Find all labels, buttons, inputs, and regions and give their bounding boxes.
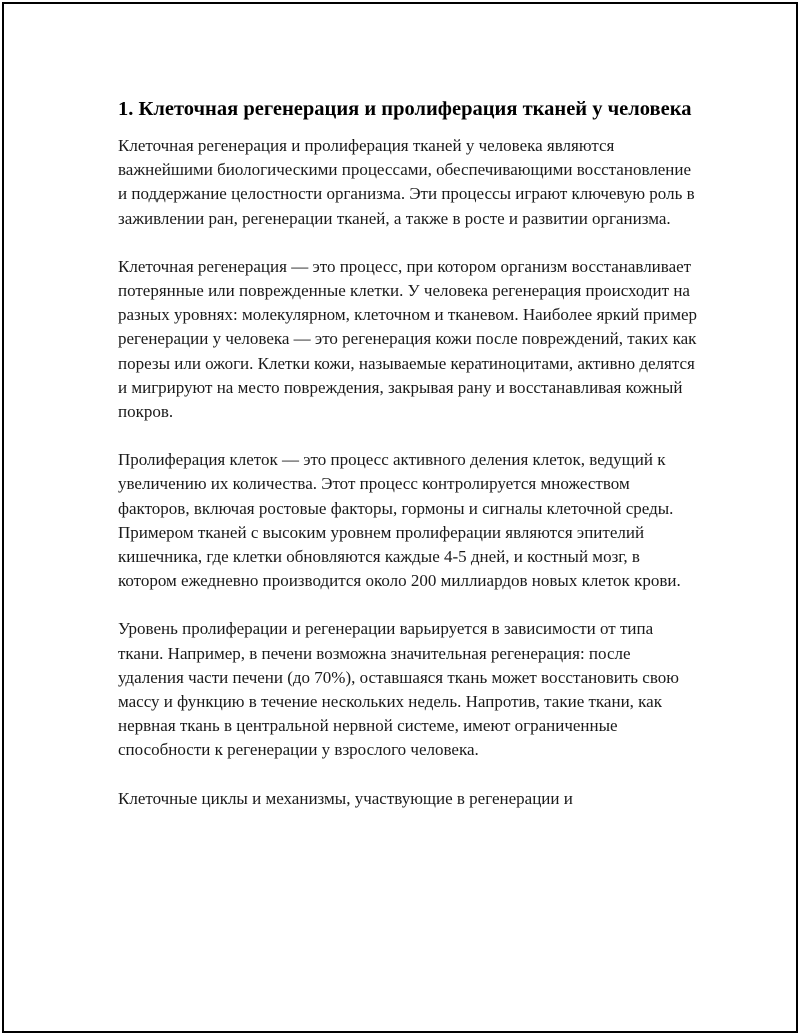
document-body [118,95,698,835]
paragraph-regeneration: Клеточная регенерация — это процесс, при котором организм восстанавливает потерянные или поврежденные клетки. У человека регенерация происходит на разных уровнях: молекулярном, клеточном и тканевом. Наиболее яркий пример регенерации у человека — это регенерация кожи после повреждений, таких как порезы или ожоги. Клетки кожи, называемые кератиноцитами, активно делятся и мигрируют на место повреждения, закрывая рану и восстанавливая кожный покров. [118,256,698,422]
paragraph-tissue-variation: Уровень пролиферации и регенерации варьируется в зависимости от типа ткани. Например, в печени возможна значительная регенерация: после удаления части печени (до 70%), оставшаяся ткань может восстановить свою массу и функцию в течение нескольких недель. Напротив, такие ткани, как нервная ткань в центральной нервной системе, имеют ограниченные способности к регенерации у взрослого человека. [118,619,679,760]
section-heading: 1. Клеточная регенерация и пролиферация тканей у человека [118,98,692,120]
paragraph-cell-cycles: Клеточные циклы и механизмы, участвующие в регенерации и [118,788,573,808]
paragraph-intro: Клеточная регенерация и пролиферация тканей у человека являются важнейшими биологическими процессами, обеспечивающими восстановление и поддержание целостности организма. Эти процессы играют ключевую роль в заживлении ран, регенерации тканей, а также в росте и развитии организма. [118,136,695,228]
paragraph-proliferation: Пролиферация клеток — это процесс активного деления клеток, ведущий к увеличению их количества. Этот процесс контролируется множеством факторов, включая ростовые факторы, гормоны и сигналы клеточной среды. Примером тканей с высоким уровнем пролиферации являются эпителий кишечника, где клетки обновляются каждые 4-5 дней, и костный мозг, в котором ежедневно производится около 200 миллиардов новых клеток крови. [118,450,681,591]
